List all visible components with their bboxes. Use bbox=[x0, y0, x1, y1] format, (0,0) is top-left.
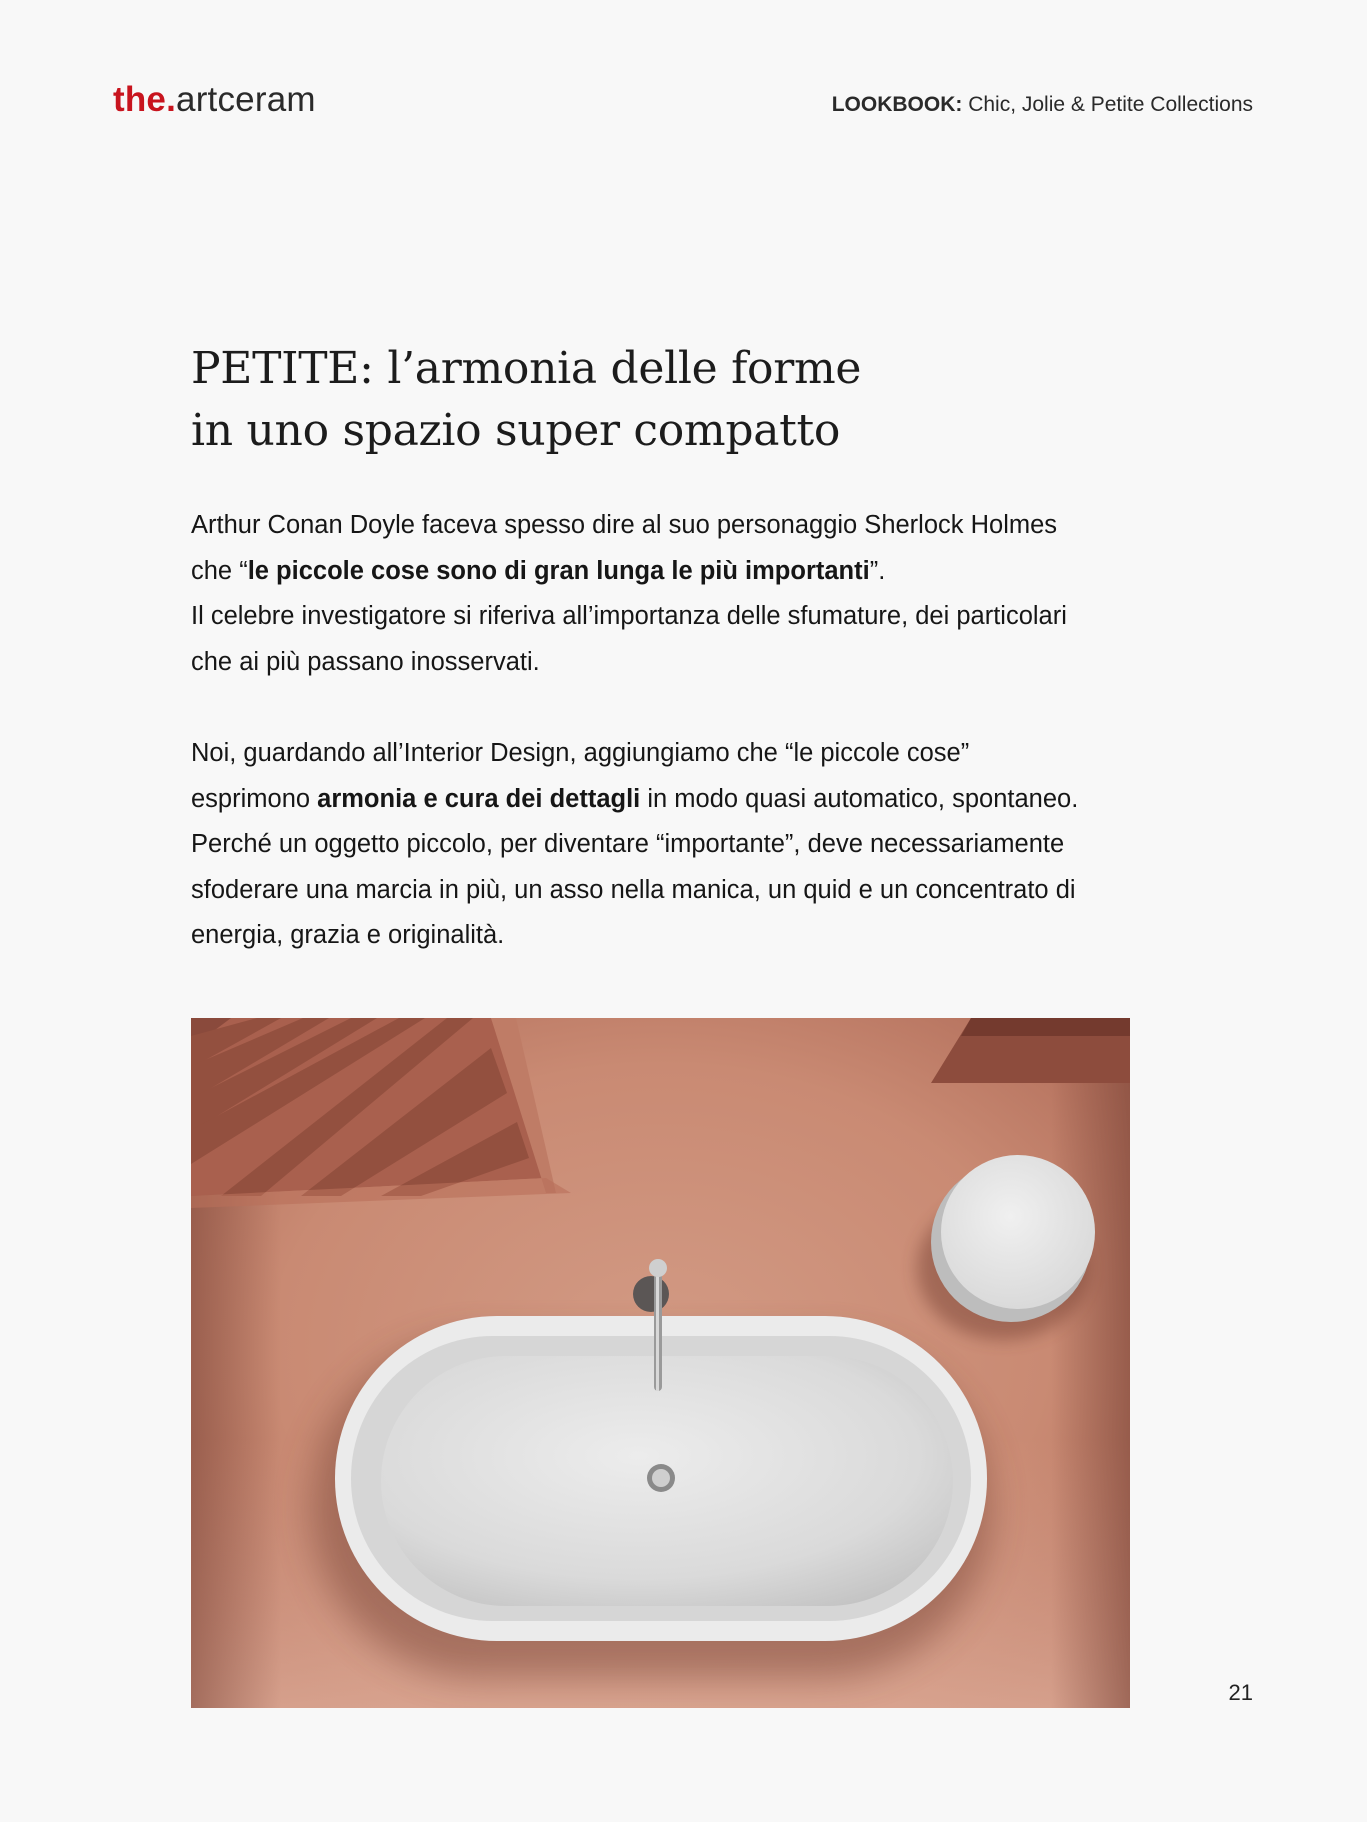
page-number: 21 bbox=[1228, 1680, 1253, 1705]
lookbook-title: Chic, Jolie & Petite Collections bbox=[968, 93, 1253, 116]
logo-prefix: the. bbox=[113, 80, 177, 119]
paragraph-line-post: in modo quasi automatico, spontaneo. bbox=[640, 784, 1079, 813]
title-line-2: in uno spazio super compatto bbox=[191, 405, 841, 456]
paragraph-line: Noi, guardando all’Interior Design, aggiungiamo che “le piccole cose” bbox=[191, 738, 970, 767]
paragraph-line: Arthur Conan Doyle faceva spesso dire al suo personaggio Sherlock Holmes bbox=[191, 511, 1058, 539]
brand-logo bbox=[113, 80, 316, 120]
paragraph-bold-phrase: armonia e cura dei dettagli bbox=[317, 784, 641, 813]
paragraph-line-pre: esprimono bbox=[191, 784, 318, 813]
paragraph-line: sfoderare una marcia in più, un asso nella manica, un quid e un concentrato di bbox=[191, 875, 1076, 904]
lookbook-header bbox=[832, 92, 1253, 118]
title-line-1: PETITE: l’armonia delle forme bbox=[191, 343, 862, 394]
paragraph-line: Il celebre investigatore si riferiva all’importanza delle sfumature, dei particolari bbox=[191, 602, 1067, 631]
lookbook-label: LOOKBOOK: bbox=[831, 93, 963, 116]
article-body bbox=[191, 503, 1191, 959]
quote-open: che “ bbox=[191, 556, 248, 585]
quote-bold: le piccole cose sono di gran lunga le più importanti bbox=[247, 556, 870, 585]
page-title bbox=[191, 338, 1191, 462]
paragraph-line: energia, grazia e originalità. bbox=[191, 921, 505, 950]
paragraph-sherlock bbox=[191, 503, 1191, 685]
quote-close: ”. bbox=[869, 556, 886, 585]
fluted-wall bbox=[191, 1018, 571, 1208]
paragraph-line: che ai più passano inosservati. bbox=[191, 647, 540, 676]
paragraph-interior-design bbox=[191, 731, 1191, 959]
product-photo bbox=[191, 1018, 1130, 1708]
logo-name: artceram bbox=[176, 80, 316, 119]
paragraph-line: Perché un oggetto piccolo, per diventare “importante”, deve necessariamente bbox=[191, 830, 1065, 859]
bathtub bbox=[311, 1316, 991, 1678]
